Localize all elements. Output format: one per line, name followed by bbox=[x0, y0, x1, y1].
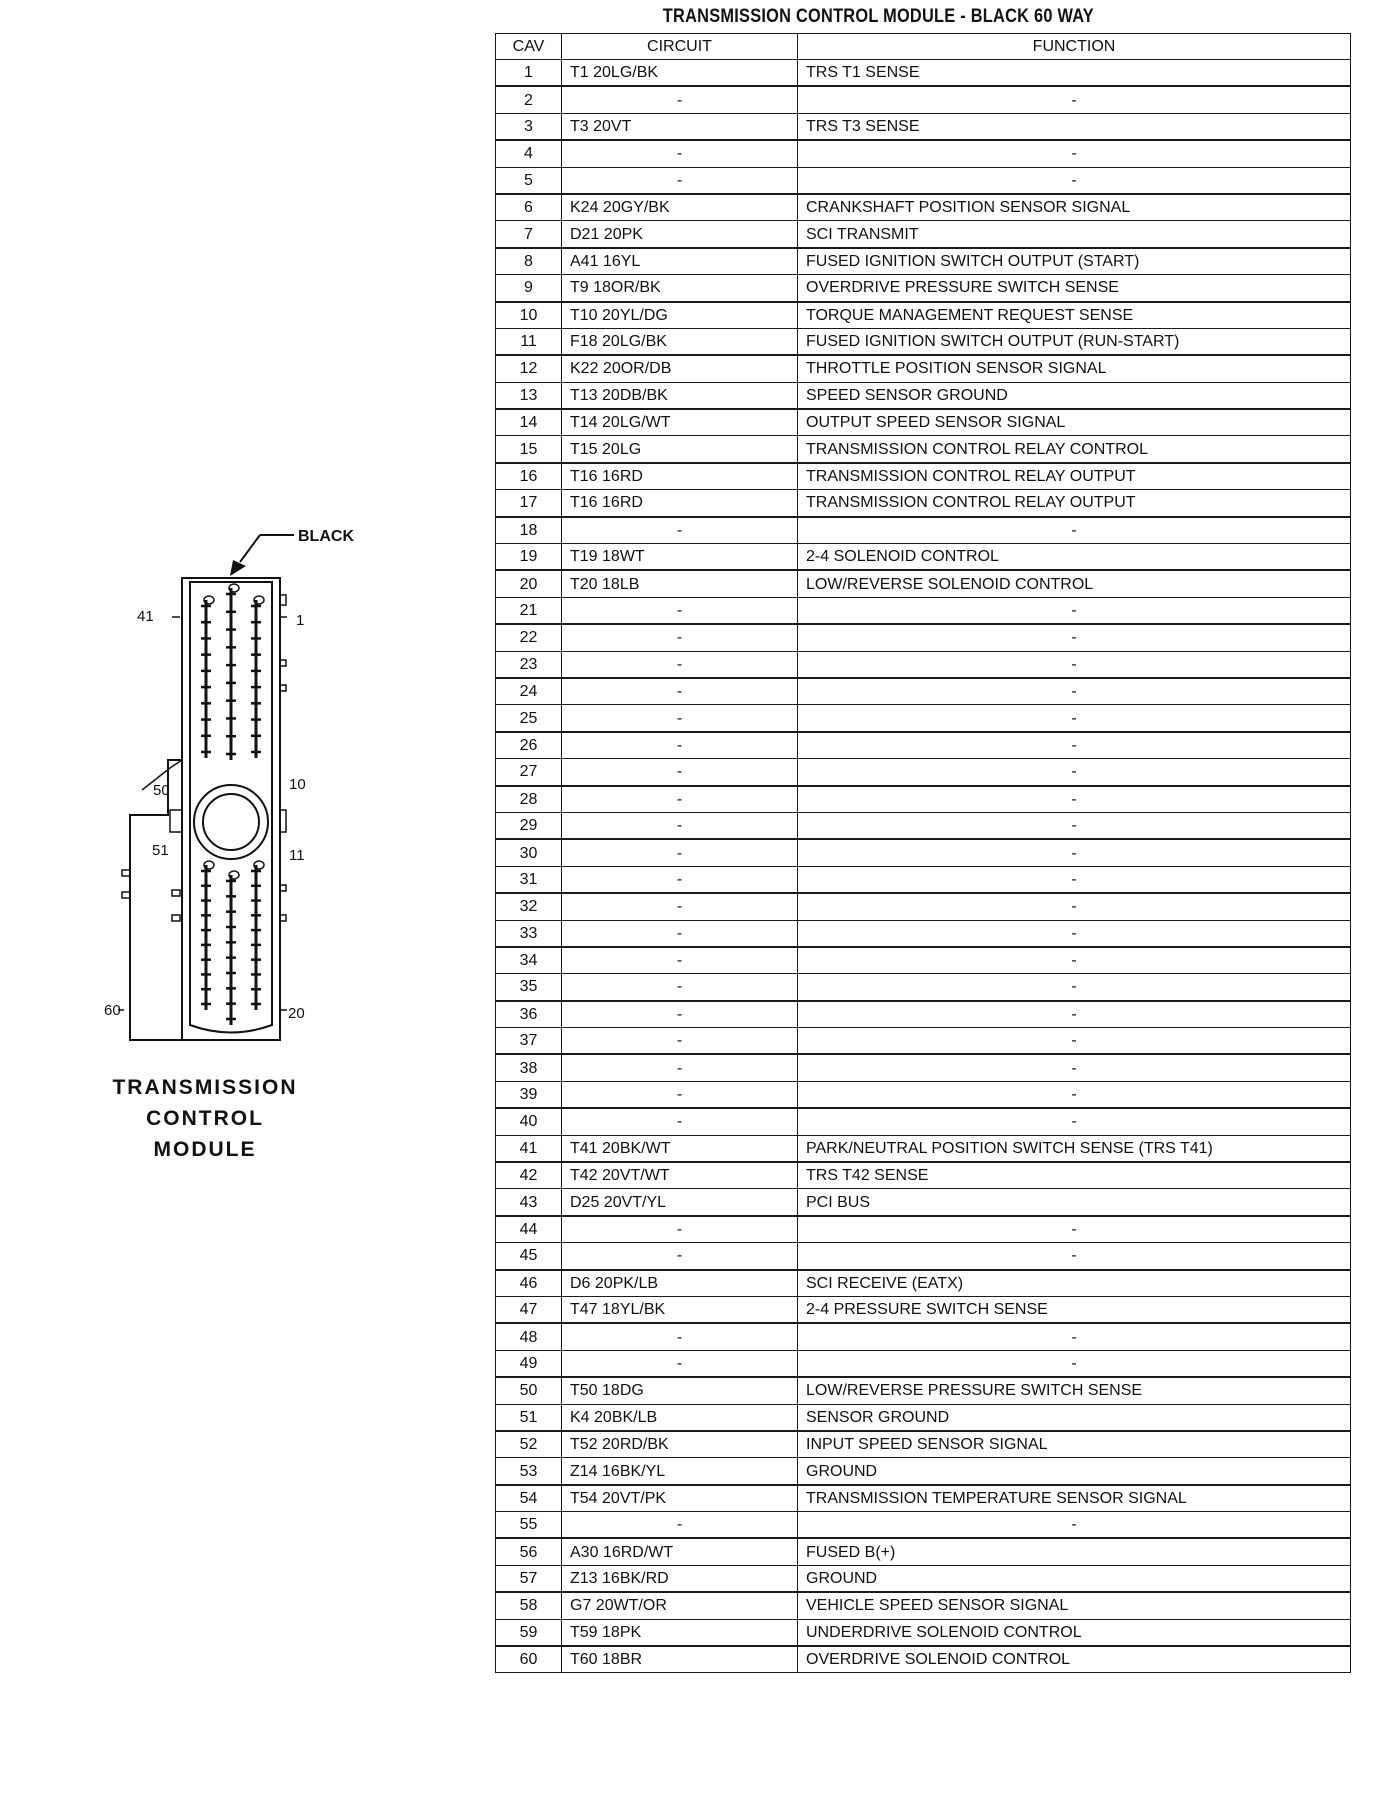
table-row bbox=[496, 1296, 1351, 1323]
table-row bbox=[496, 544, 1351, 571]
cav-cell: 42 bbox=[496, 1162, 562, 1189]
function-cell: - bbox=[798, 1512, 1351, 1539]
function-cell: - bbox=[798, 678, 1351, 705]
circuit-cell: K4 20BK/LB bbox=[562, 1404, 798, 1431]
cav-cell: 18 bbox=[496, 517, 562, 544]
table-row bbox=[496, 1162, 1351, 1189]
circuit-cell: G7 20WT/OR bbox=[562, 1592, 798, 1619]
circuit-cell: - bbox=[562, 1323, 798, 1350]
cav-cell: 56 bbox=[496, 1538, 562, 1565]
table-row bbox=[496, 355, 1351, 382]
cav-cell: 49 bbox=[496, 1350, 562, 1377]
circuit-cell: T52 20RD/BK bbox=[562, 1431, 798, 1458]
table-row bbox=[496, 275, 1351, 302]
circuit-cell: T15 20LG bbox=[562, 436, 798, 463]
function-cell: TRANSMISSION CONTROL RELAY CONTROL bbox=[798, 436, 1351, 463]
cav-cell: 51 bbox=[496, 1404, 562, 1431]
caption-line-2: CONTROL bbox=[146, 1107, 264, 1130]
cav-cell: 19 bbox=[496, 544, 562, 571]
cav-cell: 24 bbox=[496, 678, 562, 705]
cav-cell: 6 bbox=[496, 194, 562, 221]
circuit-cell: T10 20YL/DG bbox=[562, 302, 798, 329]
function-cell: - bbox=[798, 597, 1351, 624]
circuit-cell: T47 18YL/BK bbox=[562, 1296, 798, 1323]
cav-cell: 32 bbox=[496, 893, 562, 920]
cav-cell: 39 bbox=[496, 1081, 562, 1108]
circuit-cell: - bbox=[562, 866, 798, 893]
circuit-cell: - bbox=[562, 732, 798, 759]
circuit-cell: T19 18WT bbox=[562, 544, 798, 571]
function-cell: - bbox=[798, 893, 1351, 920]
function-cell: OVERDRIVE SOLENOID CONTROL bbox=[798, 1646, 1351, 1673]
pin-label-10: 10 bbox=[289, 776, 306, 793]
cav-cell: 1 bbox=[496, 60, 562, 87]
table-row bbox=[496, 839, 1351, 866]
connector-center-ring-inner bbox=[203, 794, 259, 850]
table-title: TRANSMISSION CONTROL MODULE - BLACK 60 WAY bbox=[662, 6, 1094, 27]
table-row bbox=[496, 651, 1351, 678]
tab-left-4 bbox=[122, 870, 130, 876]
circuit-cell: - bbox=[562, 1001, 798, 1028]
function-cell: - bbox=[798, 1081, 1351, 1108]
cav-cell: 25 bbox=[496, 705, 562, 732]
circuit-cell: T59 18PK bbox=[562, 1619, 798, 1646]
cav-cell: 44 bbox=[496, 1216, 562, 1243]
circuit-cell: K22 20OR/DB bbox=[562, 355, 798, 382]
table-row bbox=[496, 1350, 1351, 1377]
cav-cell: 3 bbox=[496, 113, 562, 140]
table-row bbox=[496, 812, 1351, 839]
table-row bbox=[496, 1001, 1351, 1028]
function-cell: LOW/REVERSE SOLENOID CONTROL bbox=[798, 570, 1351, 597]
circuit-cell: - bbox=[562, 839, 798, 866]
table-row bbox=[496, 678, 1351, 705]
table-row bbox=[496, 759, 1351, 786]
cav-cell: 20 bbox=[496, 570, 562, 597]
function-cell: - bbox=[798, 651, 1351, 678]
cav-cell: 41 bbox=[496, 1135, 562, 1162]
circuit-cell: D25 20VT/YL bbox=[562, 1189, 798, 1216]
table-row bbox=[496, 1081, 1351, 1108]
circuit-cell: - bbox=[562, 1216, 798, 1243]
cav-cell: 17 bbox=[496, 490, 562, 517]
table-row bbox=[496, 382, 1351, 409]
pin-label-1: 1 bbox=[296, 612, 305, 629]
circuit-cell: T3 20VT bbox=[562, 113, 798, 140]
header-function: FUNCTION bbox=[798, 34, 1351, 60]
table-row bbox=[496, 302, 1351, 329]
circuit-cell: - bbox=[562, 1108, 798, 1135]
function-cell: UNDERDRIVE SOLENOID CONTROL bbox=[798, 1619, 1351, 1646]
function-cell: - bbox=[798, 839, 1351, 866]
function-cell: - bbox=[798, 517, 1351, 544]
table-row bbox=[496, 1108, 1351, 1135]
table-row bbox=[496, 947, 1351, 974]
circuit-cell: - bbox=[562, 1512, 798, 1539]
circuit-cell: - bbox=[562, 974, 798, 1001]
cav-cell: 4 bbox=[496, 140, 562, 167]
table-row bbox=[496, 221, 1351, 248]
table-row bbox=[496, 1431, 1351, 1458]
pin-label-50: 50 bbox=[153, 782, 170, 799]
table-row bbox=[496, 974, 1351, 1001]
function-cell: 2-4 PRESSURE SWITCH SENSE bbox=[798, 1296, 1351, 1323]
function-cell: - bbox=[798, 812, 1351, 839]
circuit-cell: - bbox=[562, 759, 798, 786]
circuit-cell: - bbox=[562, 517, 798, 544]
pin-label-60: 60 bbox=[104, 1002, 121, 1019]
table-row bbox=[496, 786, 1351, 813]
table-row bbox=[496, 60, 1351, 87]
cav-cell: 36 bbox=[496, 1001, 562, 1028]
table-row bbox=[496, 1377, 1351, 1404]
cav-cell: 30 bbox=[496, 839, 562, 866]
cav-cell: 43 bbox=[496, 1189, 562, 1216]
function-cell: OUTPUT SPEED SENSOR SIGNAL bbox=[798, 409, 1351, 436]
circuit-cell: F18 20LG/BK bbox=[562, 328, 798, 355]
cav-cell: 14 bbox=[496, 409, 562, 436]
table-row bbox=[496, 1538, 1351, 1565]
function-cell: - bbox=[798, 1001, 1351, 1028]
circuit-cell: T14 20LG/WT bbox=[562, 409, 798, 436]
cav-cell: 55 bbox=[496, 1512, 562, 1539]
cav-cell: 9 bbox=[496, 275, 562, 302]
circuit-cell: - bbox=[562, 167, 798, 194]
cav-cell: 21 bbox=[496, 597, 562, 624]
circuit-cell: T1 20LG/BK bbox=[562, 60, 798, 87]
cav-cell: 7 bbox=[496, 221, 562, 248]
circuit-cell: Z13 16BK/RD bbox=[562, 1565, 798, 1592]
function-cell: GROUND bbox=[798, 1565, 1351, 1592]
table-row bbox=[496, 1323, 1351, 1350]
header-cav: CAV bbox=[496, 34, 562, 60]
table-row bbox=[496, 732, 1351, 759]
table-row bbox=[496, 1243, 1351, 1270]
table-row bbox=[496, 1592, 1351, 1619]
circuit-cell: - bbox=[562, 624, 798, 651]
table-row bbox=[496, 893, 1351, 920]
function-cell: - bbox=[798, 1323, 1351, 1350]
cav-cell: 47 bbox=[496, 1296, 562, 1323]
cav-cell: 27 bbox=[496, 759, 562, 786]
circuit-cell: T13 20DB/BK bbox=[562, 382, 798, 409]
function-cell: TRANSMISSION TEMPERATURE SENSOR SIGNAL bbox=[798, 1485, 1351, 1512]
circuit-cell: K24 20GY/BK bbox=[562, 194, 798, 221]
table-row bbox=[496, 1270, 1351, 1297]
circuit-cell: - bbox=[562, 786, 798, 813]
cav-cell: 59 bbox=[496, 1619, 562, 1646]
function-cell: SPEED SENSOR GROUND bbox=[798, 382, 1351, 409]
cav-cell: 16 bbox=[496, 463, 562, 490]
table-row bbox=[496, 409, 1351, 436]
circuit-cell: - bbox=[562, 705, 798, 732]
table-row bbox=[496, 1458, 1351, 1485]
cav-cell: 37 bbox=[496, 1028, 562, 1055]
black-leader-diag bbox=[240, 535, 260, 562]
cav-cell: 38 bbox=[496, 1054, 562, 1081]
circuit-cell: - bbox=[562, 1081, 798, 1108]
cav-cell: 33 bbox=[496, 920, 562, 947]
circuit-cell: T50 18DG bbox=[562, 1377, 798, 1404]
function-cell: CRANKSHAFT POSITION SENSOR SIGNAL bbox=[798, 194, 1351, 221]
circuit-cell: T16 16RD bbox=[562, 490, 798, 517]
tab-left-5 bbox=[122, 892, 130, 898]
function-cell: TRANSMISSION CONTROL RELAY OUTPUT bbox=[798, 490, 1351, 517]
function-cell: THROTTLE POSITION SENSOR SIGNAL bbox=[798, 355, 1351, 382]
circuit-cell: - bbox=[562, 86, 798, 113]
table-row bbox=[496, 1404, 1351, 1431]
circuit-cell: T42 20VT/WT bbox=[562, 1162, 798, 1189]
circuit-cell: - bbox=[562, 1054, 798, 1081]
cav-cell: 53 bbox=[496, 1458, 562, 1485]
cav-cell: 52 bbox=[496, 1431, 562, 1458]
cav-cell: 48 bbox=[496, 1323, 562, 1350]
table-row bbox=[496, 1646, 1351, 1673]
function-cell: PARK/NEUTRAL POSITION SWITCH SENSE (TRS T41) bbox=[798, 1135, 1351, 1162]
module-caption bbox=[110, 1072, 300, 1165]
circuit-cell: - bbox=[562, 920, 798, 947]
cav-cell: 12 bbox=[496, 355, 562, 382]
function-cell: - bbox=[798, 1216, 1351, 1243]
table-row bbox=[496, 1054, 1351, 1081]
cav-cell: 60 bbox=[496, 1646, 562, 1673]
function-cell: - bbox=[798, 920, 1351, 947]
function-cell: TRS T1 SENSE bbox=[798, 60, 1351, 87]
function-cell: - bbox=[798, 86, 1351, 113]
pin-label-51: 51 bbox=[152, 842, 169, 859]
circuit-cell: T16 16RD bbox=[562, 463, 798, 490]
function-cell: SCI RECEIVE (EATX) bbox=[798, 1270, 1351, 1297]
table-row bbox=[496, 1189, 1351, 1216]
lower-terminal-group bbox=[201, 861, 264, 1025]
pinout-body bbox=[496, 60, 1351, 1673]
table-header-row bbox=[496, 34, 1351, 60]
function-cell: TRANSMISSION CONTROL RELAY OUTPUT bbox=[798, 463, 1351, 490]
table-row bbox=[496, 490, 1351, 517]
function-cell: - bbox=[798, 140, 1351, 167]
cav-cell: 50 bbox=[496, 1377, 562, 1404]
connector-drawing bbox=[90, 520, 410, 1070]
cav-cell: 35 bbox=[496, 974, 562, 1001]
cav-cell: 23 bbox=[496, 651, 562, 678]
table-row bbox=[496, 705, 1351, 732]
circuit-cell: T60 18BR bbox=[562, 1646, 798, 1673]
tab-left-3 bbox=[172, 915, 180, 921]
function-cell: - bbox=[798, 1028, 1351, 1055]
circuit-cell: - bbox=[562, 893, 798, 920]
caption-line-3: MODULE bbox=[153, 1138, 257, 1161]
cav-cell: 31 bbox=[496, 866, 562, 893]
tab-left-2 bbox=[172, 890, 180, 896]
function-cell: GROUND bbox=[798, 1458, 1351, 1485]
cav-cell: 26 bbox=[496, 732, 562, 759]
table-row bbox=[496, 624, 1351, 651]
cav-cell: 28 bbox=[496, 786, 562, 813]
circuit-cell: - bbox=[562, 947, 798, 974]
circuit-cell: - bbox=[562, 678, 798, 705]
circuit-cell: - bbox=[562, 1028, 798, 1055]
cav-cell: 8 bbox=[496, 248, 562, 275]
cav-cell: 40 bbox=[496, 1108, 562, 1135]
table-row bbox=[496, 1485, 1351, 1512]
table-row bbox=[496, 866, 1351, 893]
function-cell: - bbox=[798, 1108, 1351, 1135]
circuit-cell: - bbox=[562, 140, 798, 167]
table-row bbox=[496, 1512, 1351, 1539]
table-row bbox=[496, 1135, 1351, 1162]
function-cell: - bbox=[798, 974, 1351, 1001]
function-cell: - bbox=[798, 786, 1351, 813]
pin-label-41: 41 bbox=[137, 608, 154, 625]
circuit-cell: T54 20VT/PK bbox=[562, 1485, 798, 1512]
circuit-cell: A30 16RD/WT bbox=[562, 1538, 798, 1565]
function-cell: TRS T42 SENSE bbox=[798, 1162, 1351, 1189]
pin-label-11: 11 bbox=[289, 847, 305, 864]
circuit-cell: - bbox=[562, 1350, 798, 1377]
table-row bbox=[496, 86, 1351, 113]
table-row bbox=[496, 1028, 1351, 1055]
function-cell: - bbox=[798, 1243, 1351, 1270]
circuit-cell: - bbox=[562, 1243, 798, 1270]
tab-left-1 bbox=[170, 810, 182, 832]
cav-cell: 2 bbox=[496, 86, 562, 113]
circuit-cell: - bbox=[562, 812, 798, 839]
function-cell: - bbox=[798, 705, 1351, 732]
table-row bbox=[496, 1216, 1351, 1243]
function-cell: VEHICLE SPEED SENSOR SIGNAL bbox=[798, 1592, 1351, 1619]
function-cell: - bbox=[798, 1350, 1351, 1377]
cav-cell: 46 bbox=[496, 1270, 562, 1297]
table-row bbox=[496, 436, 1351, 463]
function-cell: - bbox=[798, 759, 1351, 786]
circuit-cell: - bbox=[562, 597, 798, 624]
circuit-cell: Z14 16BK/YL bbox=[562, 1458, 798, 1485]
circuit-cell: D21 20PK bbox=[562, 221, 798, 248]
circuit-cell: T41 20BK/WT bbox=[562, 1135, 798, 1162]
function-cell: 2-4 SOLENOID CONTROL bbox=[798, 544, 1351, 571]
function-cell: - bbox=[798, 732, 1351, 759]
circuit-cell: D6 20PK/LB bbox=[562, 1270, 798, 1297]
cav-cell: 34 bbox=[496, 947, 562, 974]
table-row bbox=[496, 1565, 1351, 1592]
function-cell: TORQUE MANAGEMENT REQUEST SENSE bbox=[798, 302, 1351, 329]
cav-cell: 29 bbox=[496, 812, 562, 839]
header-circuit: CIRCUIT bbox=[562, 34, 798, 60]
function-cell: SENSOR GROUND bbox=[798, 1404, 1351, 1431]
cav-cell: 54 bbox=[496, 1485, 562, 1512]
cav-cell: 58 bbox=[496, 1592, 562, 1619]
function-cell: TRS T3 SENSE bbox=[798, 113, 1351, 140]
function-cell: SCI TRANSMIT bbox=[798, 221, 1351, 248]
function-cell: - bbox=[798, 167, 1351, 194]
table-row bbox=[496, 167, 1351, 194]
table-row bbox=[496, 113, 1351, 140]
circuit-cell: T20 18LB bbox=[562, 570, 798, 597]
pinout-table bbox=[495, 33, 1351, 1673]
cav-cell: 15 bbox=[496, 436, 562, 463]
circuit-cell: A41 16YL bbox=[562, 248, 798, 275]
table-row bbox=[496, 463, 1351, 490]
cav-cell: 11 bbox=[496, 328, 562, 355]
table-row bbox=[496, 248, 1351, 275]
cav-cell: 45 bbox=[496, 1243, 562, 1270]
table-row bbox=[496, 570, 1351, 597]
circuit-cell: T9 18OR/BK bbox=[562, 275, 798, 302]
connector-center-ring-outer bbox=[194, 785, 268, 859]
cav-cell: 13 bbox=[496, 382, 562, 409]
function-cell: - bbox=[798, 866, 1351, 893]
upper-terminal-group bbox=[201, 584, 264, 760]
cav-cell: 57 bbox=[496, 1565, 562, 1592]
connector-color-label: BLACK bbox=[298, 528, 354, 545]
black-arrow-head bbox=[230, 560, 246, 576]
function-cell: FUSED IGNITION SWITCH OUTPUT (START) bbox=[798, 248, 1351, 275]
function-cell: - bbox=[798, 947, 1351, 974]
table-row bbox=[496, 517, 1351, 544]
circuit-cell: - bbox=[562, 651, 798, 678]
function-cell: FUSED B(+) bbox=[798, 1538, 1351, 1565]
function-cell: INPUT SPEED SENSOR SIGNAL bbox=[798, 1431, 1351, 1458]
function-cell: - bbox=[798, 624, 1351, 651]
function-cell: OVERDRIVE PRESSURE SWITCH SENSE bbox=[798, 275, 1351, 302]
caption-line-1: TRANSMISSION bbox=[112, 1076, 298, 1099]
table-row bbox=[496, 140, 1351, 167]
table-row bbox=[496, 920, 1351, 947]
cav-cell: 22 bbox=[496, 624, 562, 651]
table-row bbox=[496, 1619, 1351, 1646]
table-row bbox=[496, 194, 1351, 221]
function-cell: PCI BUS bbox=[798, 1189, 1351, 1216]
function-cell: LOW/REVERSE PRESSURE SWITCH SENSE bbox=[798, 1377, 1351, 1404]
function-cell: - bbox=[798, 1054, 1351, 1081]
cav-cell: 5 bbox=[496, 167, 562, 194]
cav-cell: 10 bbox=[496, 302, 562, 329]
function-cell: FUSED IGNITION SWITCH OUTPUT (RUN-START) bbox=[798, 328, 1351, 355]
table-row bbox=[496, 597, 1351, 624]
pin-label-20: 20 bbox=[288, 1005, 305, 1022]
table-row bbox=[496, 328, 1351, 355]
